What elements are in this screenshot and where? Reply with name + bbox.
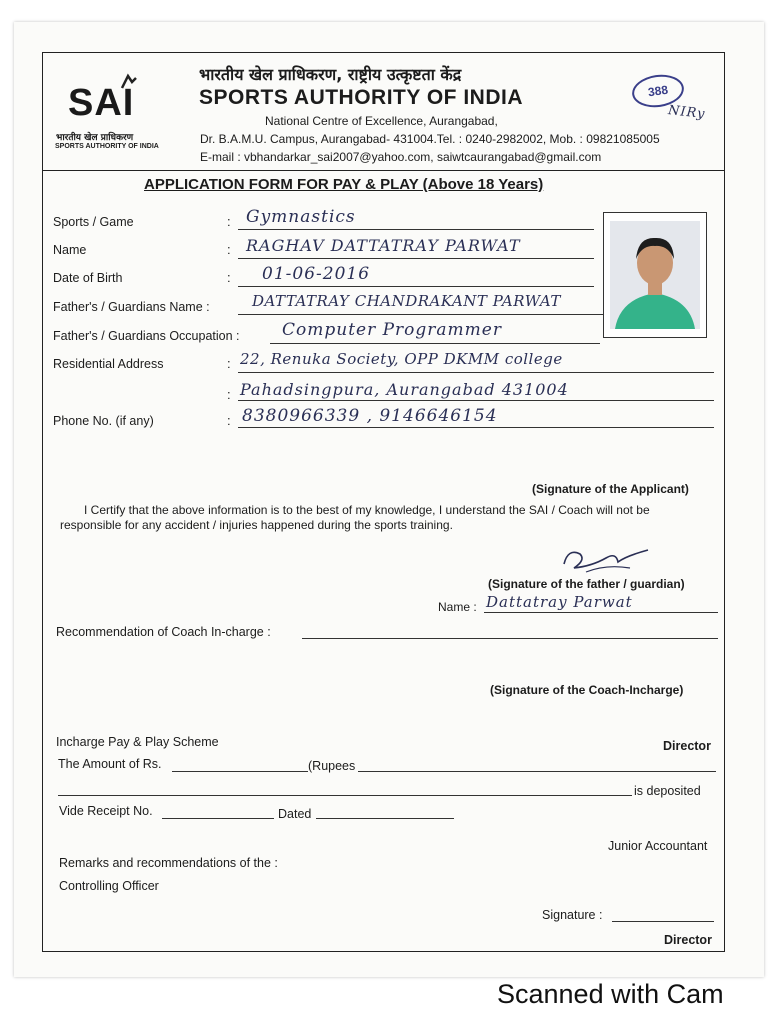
logo-english: SPORTS AUTHORITY OF INDIA bbox=[55, 143, 159, 150]
rupees-label: (Rupees bbox=[308, 759, 356, 773]
sai-logo: SAI bbox=[68, 82, 135, 124]
applicant-photo bbox=[603, 212, 707, 338]
org-title: SPORTS AUTHORITY OF INDIA bbox=[199, 86, 524, 109]
sig-applicant-label: (Signature of the Applicant) bbox=[532, 482, 689, 496]
label-sports-game: Sports / Game bbox=[53, 215, 134, 229]
underline bbox=[612, 921, 714, 922]
receipt-label: Vide Receipt No. bbox=[59, 804, 153, 818]
label-address: Residential Address bbox=[53, 357, 164, 371]
director-label: Director bbox=[663, 739, 711, 753]
remarks-label: Remarks and recommendations of the : bbox=[59, 856, 278, 870]
header-divider bbox=[42, 170, 725, 171]
header-address-2: Dr. B.A.M.U. Campus, Aurangabad- 431004.Tel. : 0240-2982002, Mob. : 09821085005 bbox=[200, 132, 660, 146]
underline bbox=[270, 343, 600, 344]
colon: : bbox=[227, 387, 231, 402]
dated-label: Dated bbox=[278, 807, 312, 821]
signature-label: Signature : bbox=[542, 908, 603, 922]
underline bbox=[172, 771, 308, 772]
underline bbox=[238, 286, 594, 287]
header-address-1: National Centre of Excellence, Aurangabad, bbox=[265, 114, 498, 128]
colon: : bbox=[227, 413, 231, 428]
name-value: Dattatray Parwat bbox=[486, 593, 633, 611]
underline bbox=[238, 372, 714, 373]
certify-line-2: responsible for any accident / injuries happened during the sports training. bbox=[60, 518, 453, 532]
sig-father-label: (Signature of the father / guardian) bbox=[488, 577, 685, 591]
underline bbox=[238, 229, 594, 230]
child-portrait-icon bbox=[610, 221, 700, 329]
value-dob: 01-06-2016 bbox=[262, 264, 371, 284]
underline bbox=[484, 612, 718, 613]
label-dob: Date of Birth bbox=[53, 271, 123, 285]
deposited-label: is deposited bbox=[634, 784, 701, 798]
logo-hindi: भारतीय खेल प्राधिकरण bbox=[56, 133, 134, 143]
colon: : bbox=[227, 242, 231, 257]
value-address-1: 22, Renuka Society, OPP DKMM college bbox=[240, 350, 563, 368]
colon: : bbox=[227, 270, 231, 285]
underline bbox=[316, 818, 454, 819]
handwritten-note: NIRy bbox=[667, 103, 707, 122]
value-sports-game: Gymnastics bbox=[246, 207, 356, 227]
underline bbox=[238, 314, 604, 315]
header-email: E-mail : vbhandarkar_sai2007@yahoo.com, saiwtcaurangabad@gmail.com bbox=[200, 150, 602, 164]
colon: : bbox=[227, 356, 231, 371]
sig-coach-label: (Signature of the Coach-Incharge) bbox=[490, 683, 684, 697]
underline bbox=[238, 258, 594, 259]
director-label-2: Director bbox=[664, 933, 712, 947]
underline bbox=[238, 427, 714, 428]
value-phone: 8380966339 , 9146646154 bbox=[242, 406, 498, 426]
underline bbox=[58, 795, 632, 796]
underline bbox=[162, 818, 274, 819]
label-father-name: Father's / Guardians Name : bbox=[53, 300, 210, 314]
value-occupation: Computer Programmer bbox=[282, 320, 502, 340]
underline bbox=[302, 638, 718, 639]
label-phone: Phone No. (if any) bbox=[53, 414, 154, 428]
underline bbox=[238, 400, 714, 401]
certify-line-1: I Certify that the above information is to the best of my knowledge, I understand the SAI / Coach will not be bbox=[84, 503, 650, 517]
label-occupation: Father's / Guardians Occupation : bbox=[53, 329, 240, 343]
junior-accountant-label: Junior Accountant bbox=[608, 839, 708, 853]
amount-label: The Amount of Rs. bbox=[58, 757, 162, 771]
value-address-2: Pahadsingpura, Aurangabad 431004 bbox=[240, 380, 569, 399]
value-father-name: DATTATRAY CHANDRAKANT PARWAT bbox=[252, 292, 561, 310]
name-label: Name : bbox=[438, 600, 477, 614]
label-name: Name bbox=[53, 243, 87, 257]
value-name: RAGHAV DATTATRAY PARWAT bbox=[246, 236, 521, 255]
underline bbox=[358, 771, 716, 772]
hindi-title: भारतीय खेल प्राधिकरण, राष्ट्रीय उत्कृष्टता केंद्र bbox=[199, 65, 462, 84]
colon: : bbox=[227, 214, 231, 229]
scanner-watermark: Scanned with Cam bbox=[497, 979, 724, 1009]
ink-stamp: 388 bbox=[630, 72, 686, 111]
logo-figure-icon bbox=[118, 72, 138, 90]
form-title: APPLICATION FORM FOR PAY & PLAY (Above 18 Years) bbox=[144, 176, 544, 193]
controlling-officer-label: Controlling Officer bbox=[59, 879, 159, 893]
coach-recommendation-label: Recommendation of Coach In-charge : bbox=[56, 625, 271, 639]
incharge-label: Incharge Pay & Play Scheme bbox=[56, 735, 219, 749]
